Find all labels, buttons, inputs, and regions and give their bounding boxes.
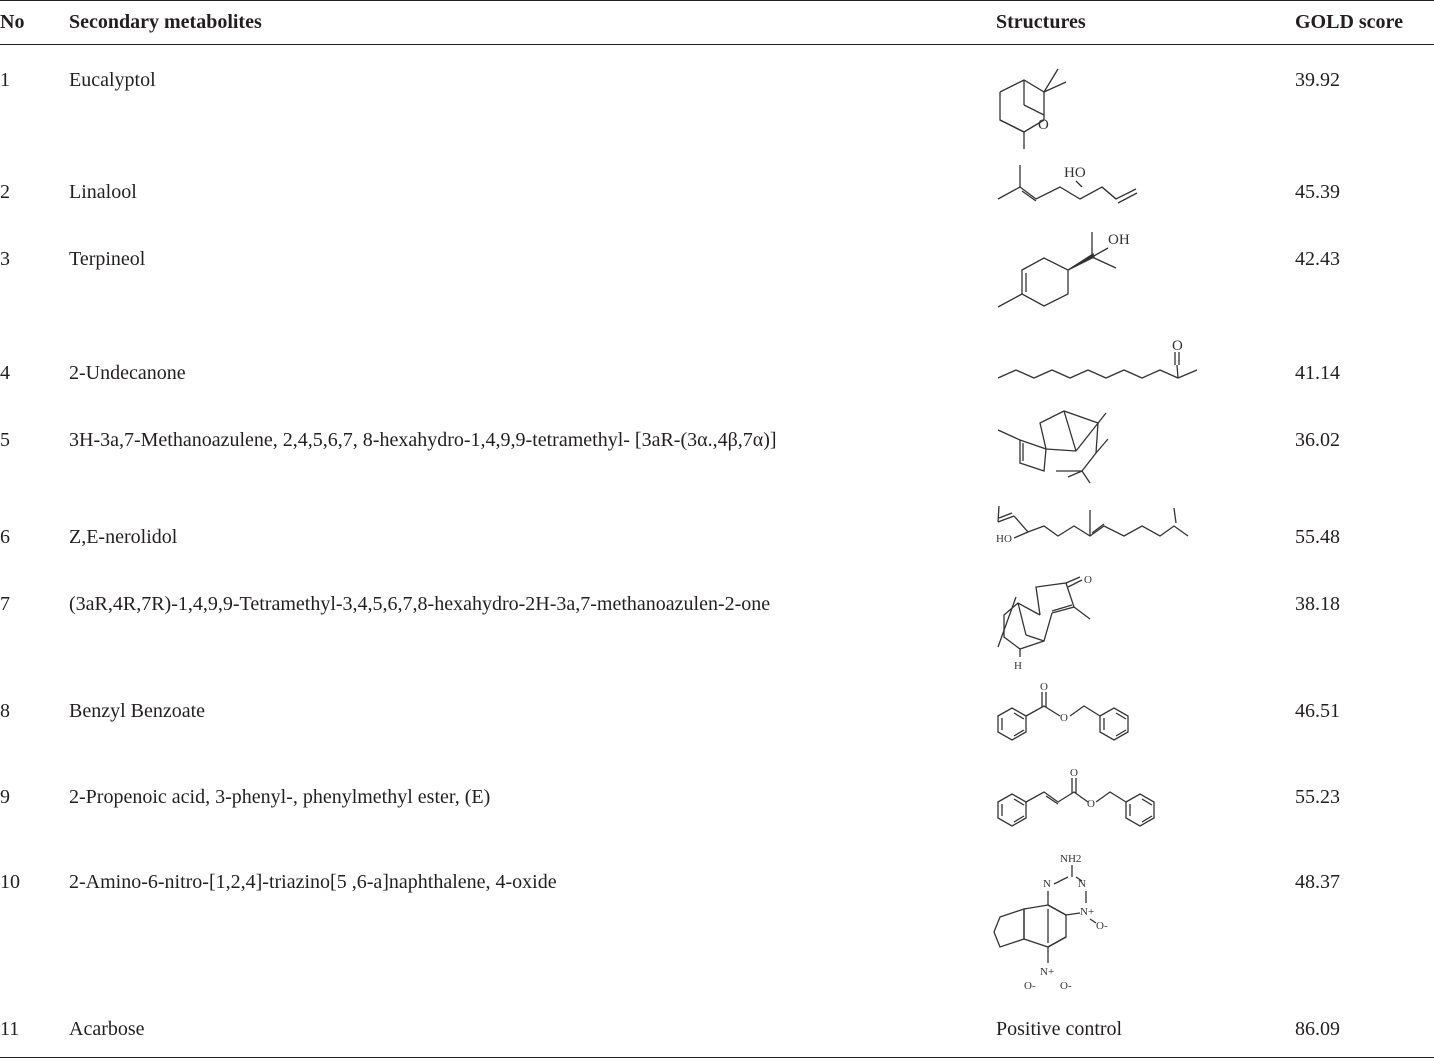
row-no: 7: [0, 593, 10, 615]
row-score: 55.48: [1295, 526, 1340, 548]
svg-text:O: O: [1038, 117, 1049, 133]
row-name: 2-Undecanone: [69, 362, 186, 384]
row-no: 4: [0, 362, 10, 384]
structure-label: O: [1084, 574, 1092, 586]
structure-label: N+: [1040, 966, 1055, 978]
table-row: [0, 224, 1434, 338]
structure-label: NH2: [1060, 853, 1082, 865]
structure-label: O-: [1096, 920, 1108, 932]
row-score: 36.02: [1295, 429, 1340, 451]
structure-label: O: [1040, 681, 1048, 693]
structure-label: HO: [996, 533, 1012, 545]
table-row: [0, 157, 1434, 224]
row-score: 46.51: [1295, 700, 1340, 722]
row-no: 1: [0, 69, 10, 91]
row-score: 39.92: [1295, 69, 1340, 91]
row-name: Terpineol: [69, 248, 146, 270]
structure-label: N: [1078, 878, 1086, 890]
structure-label: HO: [1064, 165, 1086, 181]
benzyl-benzoate-structure-icon: [996, 676, 1146, 762]
structure-label: N: [1043, 878, 1051, 890]
row-no: 3: [0, 248, 10, 270]
row-score: 86.09: [1295, 1004, 1434, 1057]
row-structure-text: Positive control: [996, 1004, 1295, 1057]
structure-label: OH: [1108, 232, 1130, 248]
row-score: 45.39: [1295, 181, 1340, 203]
structure-label: O: [1172, 338, 1183, 354]
row-structure: [996, 338, 1295, 405]
eucalyptol-structure-icon: [996, 45, 1116, 157]
linalool-structure-icon: [996, 157, 1156, 224]
row-structure: [996, 569, 1295, 676]
row-name: 2-Propenoic acid, 3-phenyl-, phenylmethyl ester, (E): [69, 786, 491, 808]
header-score: GOLD score: [1295, 1, 1434, 45]
table-row: [0, 338, 1434, 405]
row-structure: [996, 847, 1295, 1004]
row-score: 48.37: [1295, 871, 1340, 893]
row-no: 8: [0, 700, 10, 722]
row-no: 9: [0, 786, 10, 808]
table-row: [0, 1004, 1434, 1057]
methanoazulene-structure-icon: [996, 405, 1126, 502]
table-row: [0, 676, 1434, 762]
structure-label: O: [1060, 712, 1068, 724]
table-row: [0, 762, 1434, 847]
row-structure: [996, 157, 1295, 224]
row-structure: [996, 405, 1295, 502]
table-row: [0, 569, 1434, 676]
row-no: 5: [0, 429, 10, 451]
structure-label: O-: [1024, 980, 1036, 992]
nerolidol-structure-icon: [996, 502, 1186, 569]
row-name: (3aR,4R,7R)-1,4,9,9-Tetramethyl-3,4,5,6,7,8-hexahydro-2H-3a,7-methanoazulen-2-one: [69, 593, 771, 615]
structure-label: N+: [1080, 906, 1095, 918]
row-name: 2-Amino-6-nitro-[1,2,4]-triazino[5 ,6-a]naphthalene, 4-oxide: [69, 871, 557, 893]
row-name: Eucalyptol: [69, 69, 156, 91]
row-no: 11: [0, 1004, 69, 1057]
row-name: 3H-3a,7-Methanoazulene, 2,4,5,6,7, 8-hexahydro-1,4,9,9-tetramethyl- [3aR-(3α.,4β,7α)]: [69, 429, 777, 451]
structure-label: O: [1070, 767, 1078, 779]
table-row: [0, 847, 1434, 1004]
row-no: 10: [0, 871, 20, 893]
row-structure: [996, 676, 1295, 762]
header-no: No: [0, 1, 69, 45]
header-structure: Structures: [996, 1, 1295, 45]
row-no: 6: [0, 526, 10, 548]
row-name: Z,E-nerolidol: [69, 526, 178, 548]
row-name: Acarbose: [69, 1004, 996, 1057]
terpineol-structure-icon: [996, 224, 1146, 338]
header-row: [0, 1, 1434, 45]
table-row: [0, 45, 1434, 158]
row-no: 2: [0, 181, 10, 203]
structure-label: O-: [1060, 980, 1072, 992]
row-score: 41.14: [1295, 362, 1340, 384]
row-structure: [996, 502, 1295, 569]
benzyl-cinnamate-structure-icon: [996, 762, 1166, 847]
methanoazulenone-structure-icon: [996, 569, 1126, 676]
structure-label: O: [1087, 798, 1095, 810]
row-structure: [996, 224, 1295, 338]
header-metabolite: Secondary metabolites: [69, 1, 996, 45]
row-name: Linalool: [69, 181, 137, 203]
row-score: 38.18: [1295, 593, 1340, 615]
triazinonaphthalene-structure-icon: [996, 847, 1136, 1004]
row-structure: [996, 45, 1295, 158]
undecanone-structure-icon: [996, 338, 1206, 405]
row-name: Benzyl Benzoate: [69, 700, 206, 722]
row-score: 42.43: [1295, 248, 1340, 270]
structure-label: H: [1014, 660, 1022, 672]
table-row: [0, 502, 1434, 569]
table-row: [0, 405, 1434, 502]
row-score: 55.23: [1295, 786, 1340, 808]
row-structure: [996, 762, 1295, 847]
